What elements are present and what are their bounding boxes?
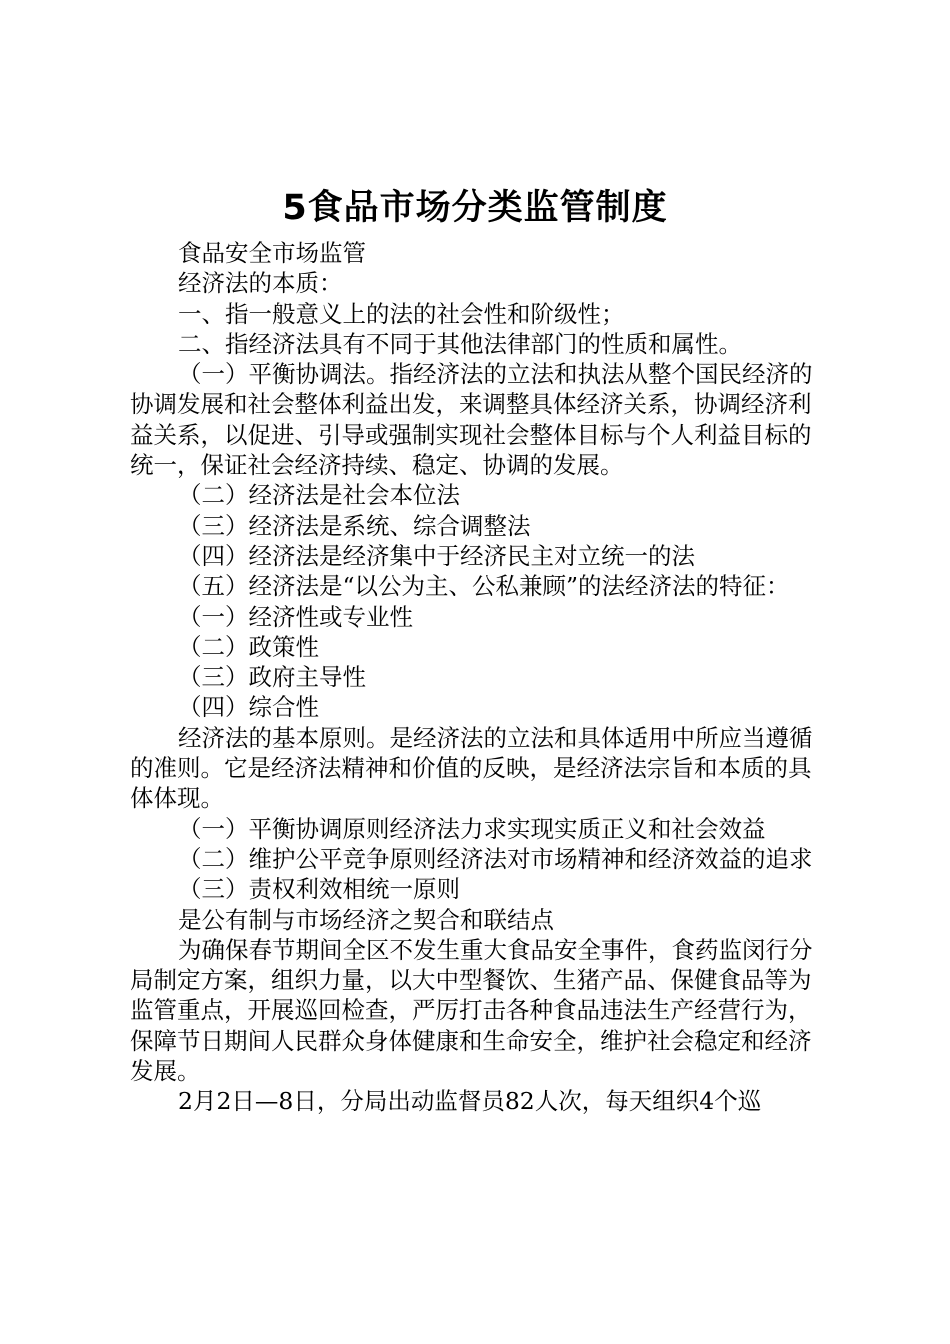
paragraph: （三）政府主导性: [178, 663, 366, 692]
paragraph: 是公有制与市场经济之契合和联结点: [178, 905, 554, 934]
paragraph: 食品安全市场监管: [178, 239, 366, 267]
paragraph: 一、指一般意义上的法的社会性和阶级性；: [178, 299, 625, 328]
paragraph: （五）经济法是“以公为主、公私兼顾”的法经济法的特征：: [178, 572, 790, 601]
paragraph: 为确保春节期间全区不发生重大食品安全事件，食药监闵行分局制定方案，组织力量，以大中型餐饮、生猪产品、保健食品等为监管重点，开展巡回检查，严厉打击各种食品违法生产经营行为，保障节日期间人民群众身体健康和生命安全，维护社会稳定和经济发展。: [130, 935, 813, 1086]
paragraph: （一）平衡协调法。指经济法的立法和执法从整个国民经济的协调发展和社会整体利益出发，来调整具体经济关系，协调经济利益关系，以促进、引导或强制实现社会整体目标与个人利益目标的统一，保证社会经济持续、稳定、协调的发展。: [130, 360, 813, 480]
paragraph: 经济法的基本原则。是经济法的立法和具体适用中所应当遵循的准则。它是经济法精神和价值的反映，是经济法宗旨和本质的具体体现。: [130, 723, 813, 813]
paragraph: 经济法的本质：: [178, 269, 343, 298]
paragraph: （三）经济法是系统、综合调整法: [178, 511, 531, 540]
paragraph: （四）综合性: [178, 693, 319, 722]
paragraph: （四）经济法是经济集中于经济民主对立统一的法: [178, 541, 695, 570]
paragraph: （二）维护公平竞争原则经济法对市场精神和经济效益的追求: [178, 844, 813, 873]
paragraph: （二）政策性: [178, 632, 319, 661]
paragraph: （三）责权利效相统一原则: [178, 875, 460, 904]
document-body: [130, 238, 830, 1117]
paragraph: 2月2日—8日，分局出动监督员82人次，每天组织4个巡: [178, 1087, 762, 1116]
paragraph: （二）经济法是社会本位法: [178, 481, 460, 510]
paragraph: （一）平衡协调原则经济法力求实现实质正义和社会效益: [178, 814, 766, 843]
paragraph: （一）经济性或专业性: [178, 602, 413, 631]
document-title: 5食品市场分类监管制度: [282, 188, 668, 228]
paragraph: 二、指经济法具有不同于其他法律部门的性质和属性。: [178, 329, 742, 358]
